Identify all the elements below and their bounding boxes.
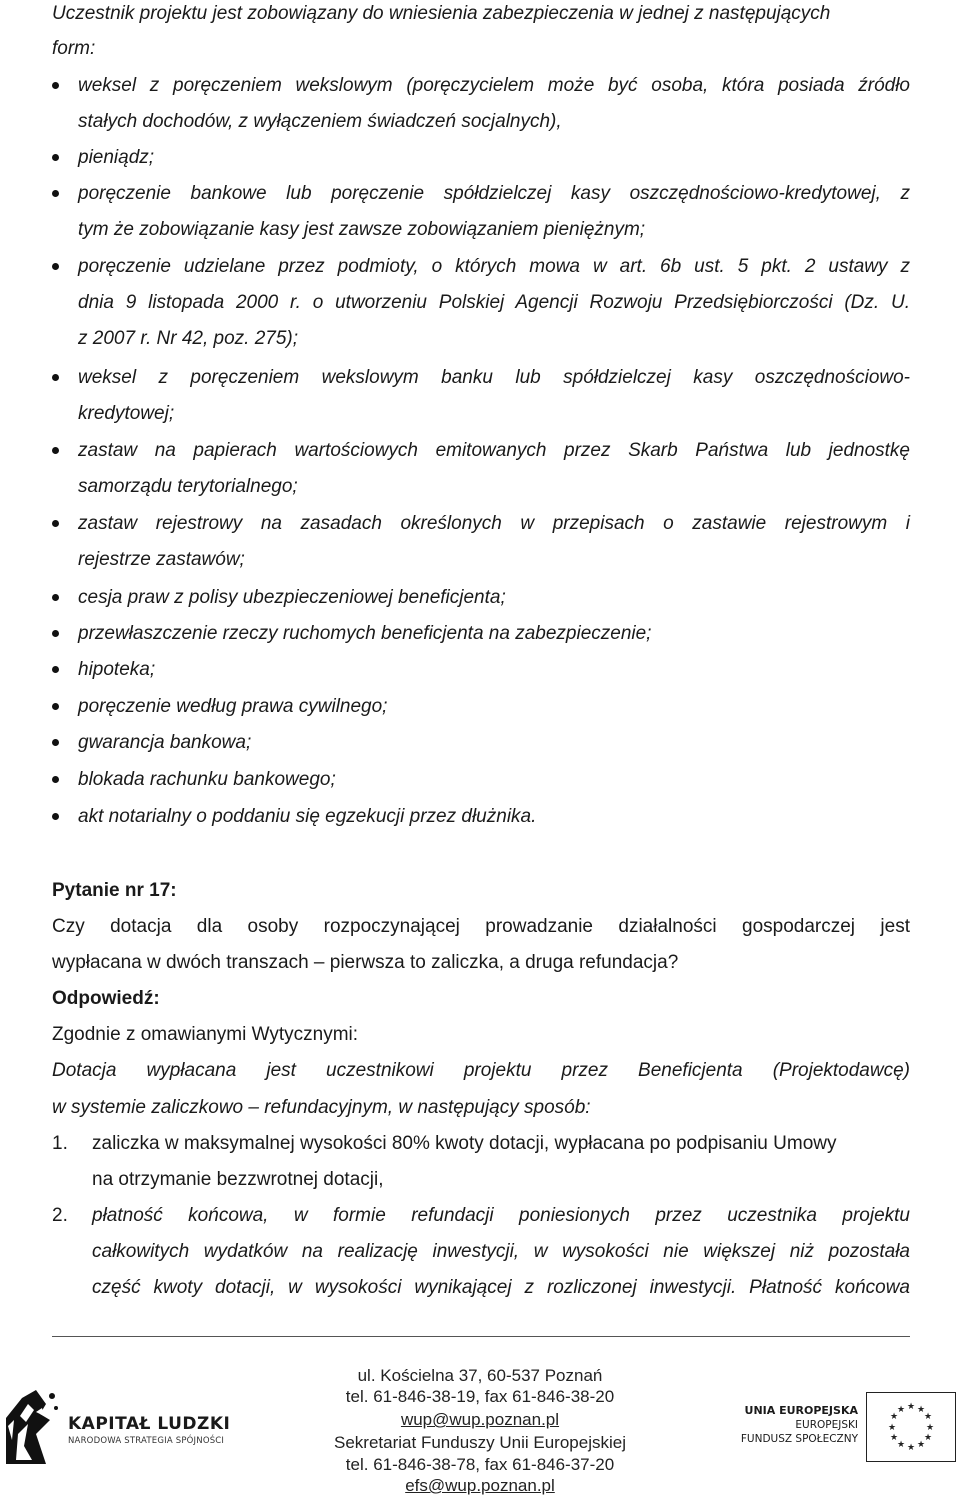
list-item: gwarancja bankowa; xyxy=(78,732,252,753)
answer-item-line: płatność końcowa, w formie refundacji poniesionych przez uczestnika projektu xyxy=(92,1205,910,1226)
question-line-2: wypłacana w dwóch transzach – pierwsza to zaliczka, a druga refundacja? xyxy=(52,952,679,973)
list-item: samorządu terytorialnego; xyxy=(78,476,298,497)
intro-line-2: form: xyxy=(52,38,96,59)
list-item: poręczenie bankowe lub poręczenie spółdzielczej kasy oszczędnościowo-kredytowej, z xyxy=(78,183,910,204)
eu-fund-text xyxy=(726,1404,858,1454)
list-item: cesja praw z polisy ubezpieczeniowej beneficjenta; xyxy=(78,587,506,608)
list-item: kredytowej; xyxy=(78,403,175,424)
bullet-dot xyxy=(52,813,59,820)
bullet-dot xyxy=(52,703,59,710)
bullet-dot xyxy=(52,776,59,783)
list-item: blokada rachunku bankowego; xyxy=(78,769,336,790)
list-item: rejestrze zastawów; xyxy=(78,549,245,570)
answer-item-line: całkowitych wydatków na realizację inwestycji, w wysokości nie większej niż pozostała xyxy=(92,1241,910,1262)
list-item: zastaw rejestrowy na zasadach określonych w przepisach o zastawie rejestrowym i xyxy=(78,513,910,534)
svg-text:★: ★ xyxy=(889,1412,899,1422)
bullet-dot xyxy=(52,520,59,527)
list-item: dnia 9 listopada 2000 r. o utworzeniu Polskiej Agencji Rozwoju Przedsiębiorczości (Dz. U. xyxy=(78,292,910,313)
svg-text:★: ★ xyxy=(923,1412,933,1422)
email-link[interactable]: efs@wup.poznan.pl xyxy=(405,1476,555,1495)
question-line-1: Czy dotacja dla osoby rozpoczynającej prowadzanie działalności gospodarczej jest xyxy=(52,916,910,937)
svg-text:★: ★ xyxy=(906,1402,916,1412)
list-item: przewłaszczenie rzeczy ruchomych beneficjenta na zabezpieczenie; xyxy=(78,623,652,644)
bullet-dot xyxy=(52,630,59,637)
answer-italic-line-2: w systemie zaliczkowo – refundacyjnym, w następujący sposób: xyxy=(52,1097,591,1118)
list-item: poręczenie udzielane przez podmioty, o których mowa w art. 6b ust. 5 pkt. 2 ustawy z xyxy=(78,256,910,277)
svg-text:★: ★ xyxy=(923,1433,933,1443)
answer-italic-line-1: Dotacja wypłacana jest uczestnikowi projektu przez Beneficjenta (Projektodawcę) xyxy=(52,1060,910,1081)
list-item: weksel z poręczeniem wekslowym banku lub spółdzielczej kasy oszczędnościowo- xyxy=(78,367,910,388)
footer-phone-2: tel. 61-846-38-78, fax 61-846-37-20 xyxy=(345,1455,615,1474)
footer-email-2[interactable] xyxy=(290,1476,670,1495)
eu-line-2: EUROPEJSKI xyxy=(795,1419,858,1431)
eu-line-1: UNIA EUROPEJSKA xyxy=(744,1404,858,1417)
list-item: akt notarialny o poddaniu się egzekucji przez dłużnika. xyxy=(78,806,537,827)
list-item: zastaw na papierach wartościowych emitowanych przez Skarb Państwa lub jednostkę xyxy=(78,440,910,461)
answer-item-line: część kwoty dotacji, w wysokości wynikającej z rozliczonej inwestycji. Płatność końcowa xyxy=(92,1277,910,1298)
list-item: weksel z poręczeniem wekslowym (poręczycielem może być osoba, która posiada źródło xyxy=(78,75,910,96)
answer-intro: Zgodnie z omawianymi Wytycznymi: xyxy=(52,1024,359,1045)
svg-text:★: ★ xyxy=(896,1440,906,1450)
eu-line-3: FUNDUSZ SPOŁECZNY xyxy=(740,1433,858,1445)
kapital-ludzki-logo xyxy=(6,1390,246,1470)
bullet-dot xyxy=(52,263,59,270)
eu-flag xyxy=(866,1392,956,1462)
bullet-dot xyxy=(52,594,59,601)
question-heading: Pytanie nr 17: xyxy=(52,880,177,901)
list-item: tym że zobowiązanie kasy jest zawsze zobowiązaniem pieniężnym; xyxy=(78,219,646,240)
bullet-dot xyxy=(52,190,59,197)
kapital-ludzki-title: KAPITAŁ LUDZKI xyxy=(68,1414,231,1434)
kapital-ludzki-subtitle: NARODOWA STRATEGIA SPÓJNOŚCI xyxy=(68,1436,225,1446)
answer-item-number: 1. xyxy=(52,1133,68,1154)
list-item: hipoteka; xyxy=(78,659,156,680)
svg-text:★: ★ xyxy=(925,1423,935,1433)
svg-text:★: ★ xyxy=(889,1433,899,1443)
answer-item-number: 2. xyxy=(52,1205,68,1226)
svg-text:★: ★ xyxy=(916,1440,926,1450)
answer-heading: Odpowiedź: xyxy=(52,988,160,1009)
footer-email-1[interactable] xyxy=(290,1410,670,1429)
email-link[interactable]: wup@wup.poznan.pl xyxy=(400,1410,560,1429)
footer-phone-1: tel. 61-846-38-19, fax 61-846-38-20 xyxy=(345,1387,615,1406)
list-item: poręczenie według prawa cywilnego; xyxy=(78,696,388,717)
footer-address: ul. Kościelna 37, 60-537 Poznań xyxy=(357,1366,603,1385)
bullet-dot xyxy=(52,154,59,161)
footer-divider xyxy=(52,1336,910,1337)
intro-line-1: Uczestnik projektu jest zobowiązany do wniesienia zabezpieczenia w jednej z następujących xyxy=(52,3,831,24)
svg-text:★: ★ xyxy=(916,1405,926,1415)
list-item: pieniądz; xyxy=(78,147,155,168)
eu-stars-icon xyxy=(867,1393,955,1461)
svg-text:★: ★ xyxy=(896,1405,906,1415)
list-item: stałych dochodów, z wyłączeniem świadczeń socjalnych), xyxy=(78,111,562,132)
kapital-ludzki-emblem-icon xyxy=(6,1390,62,1464)
svg-text:★: ★ xyxy=(887,1423,897,1433)
bullet-dot xyxy=(52,739,59,746)
bullet-dot xyxy=(52,666,59,673)
list-item: z 2007 r. Nr 42, poz. 275); xyxy=(78,328,299,349)
footer-department: Sekretariat Funduszy Unii Europejskiej xyxy=(334,1433,626,1452)
answer-item-line: zaliczka w maksymalnej wysokości 80% kwoty dotacji, wypłacana po podpisaniu Umowy xyxy=(92,1133,837,1154)
bullet-dot xyxy=(52,374,59,381)
bullet-dot xyxy=(52,447,59,454)
svg-text:★: ★ xyxy=(906,1443,916,1453)
answer-item-line: na otrzymanie bezzwrotnej dotacji, xyxy=(92,1169,384,1190)
bullet-dot xyxy=(52,82,59,89)
